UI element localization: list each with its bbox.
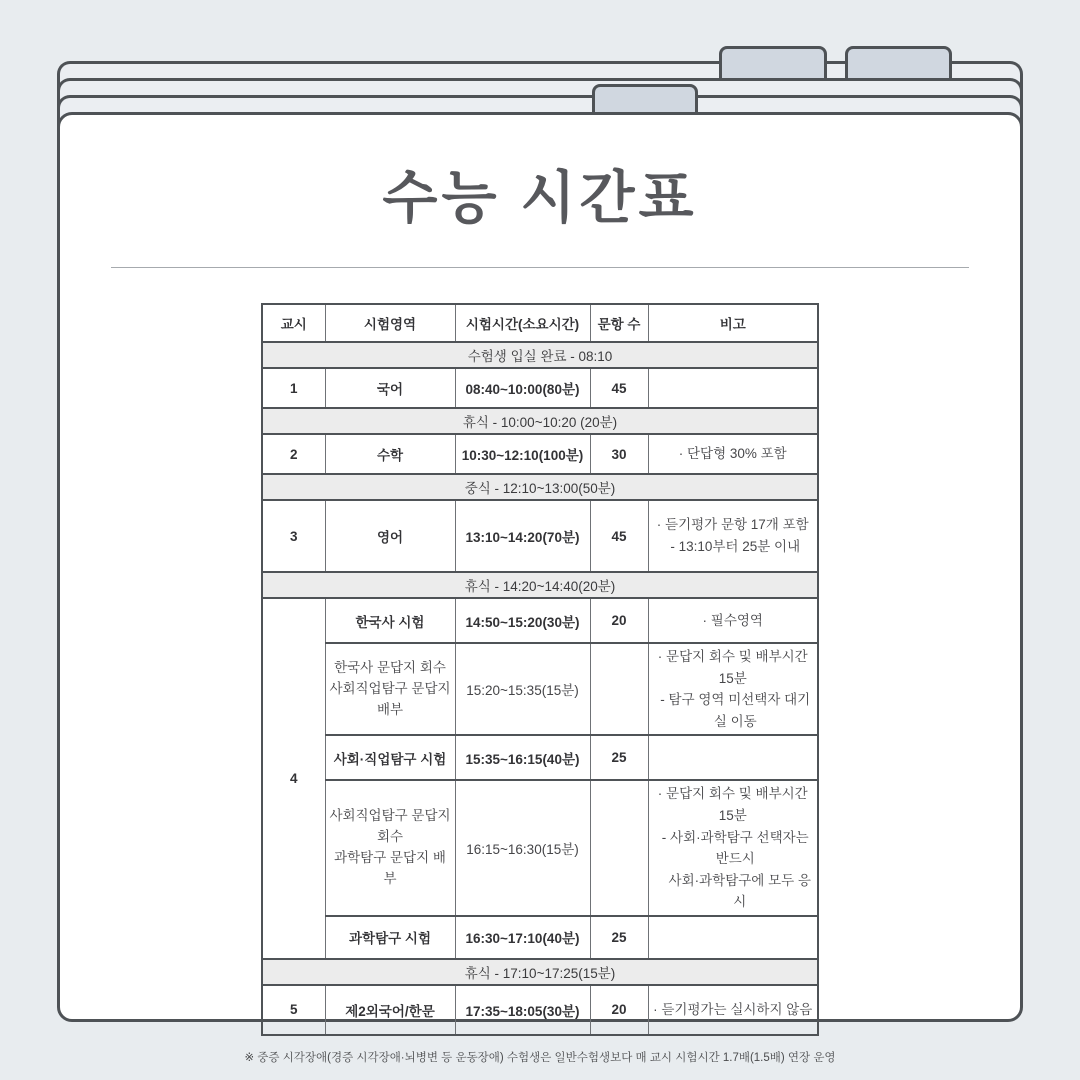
subject-cell	[325, 780, 455, 916]
col-header-time: 시험시간(소요시간)	[455, 304, 590, 342]
col-header-count: 문항 수	[590, 304, 648, 342]
note-line: 사회·과학탐구에 모두 응시	[668, 872, 811, 910]
time-cell: 13:10~14:20(70분)	[455, 500, 590, 572]
table-row-period-4-korean-history	[262, 598, 818, 643]
col-header-remark: 비고	[648, 304, 818, 342]
band-entry-row	[262, 342, 818, 368]
folder-tab-right-1	[719, 46, 827, 82]
count-cell: 45	[590, 368, 648, 408]
note-cell: · 듣기평가는 실시하지 않음	[648, 985, 818, 1035]
subject-line: 사회직업탐구 문답지 배부	[329, 680, 451, 717]
period-cell: 1	[262, 368, 325, 408]
band-break2-row	[262, 572, 818, 598]
page-title: 수능 시간표	[382, 166, 698, 230]
col-header-subject: 시험영역	[325, 304, 455, 342]
note-line: - 13:10부터 25분 이내	[670, 539, 801, 554]
time-cell: 15:35~16:15(40분)	[455, 735, 590, 780]
period-cell: 4	[262, 598, 325, 959]
col-header-period: 교시	[262, 304, 325, 342]
note-cell: · 단답형 30% 포함	[648, 434, 818, 474]
note-line: - 탐구 영역 미선택자 대기실 이동	[660, 692, 811, 729]
exam-timetable	[261, 303, 819, 1036]
folder-tab-middle	[592, 84, 698, 115]
band-lunch-row	[262, 474, 818, 500]
subject-cell: 수학	[325, 434, 455, 474]
band-lunch: 중식 - 12:10~13:00(50분)	[262, 474, 818, 500]
subject-cell: 과학탐구 시험	[325, 916, 455, 959]
band-break2: 휴식 - 14:20~14:40(20분)	[262, 572, 818, 598]
note-cell	[648, 500, 818, 572]
note-cell	[648, 643, 818, 735]
period-cell: 2	[262, 434, 325, 474]
count-cell: 20	[590, 598, 648, 643]
count-cell	[590, 780, 648, 916]
subject-cell: 영어	[325, 500, 455, 572]
note-line: · 문답지 회수 및 배부시간 15분	[657, 786, 808, 823]
time-cell: 16:15~16:30(15분)	[455, 780, 590, 916]
band-break3: 휴식 - 17:10~17:25(15분)	[262, 959, 818, 985]
note-cell	[648, 368, 818, 408]
table-row-period-1	[262, 368, 818, 408]
table-row-period-4-science	[262, 916, 818, 959]
band-entry: 수험생 입실 완료 - 08:10	[262, 342, 818, 368]
timetable-card	[57, 112, 1023, 1064]
table-row-period-2	[262, 434, 818, 474]
note-cell	[648, 735, 818, 780]
subject-cell: 사회·직업탐구 시험	[325, 735, 455, 780]
note-line: · 문답지 회수 및 배부시간 15분	[657, 649, 808, 686]
note-cell: · 필수영역	[648, 598, 818, 643]
note-line: - 사회·과학탐구 선택자는 반드시	[661, 829, 809, 867]
table-row-period-5	[262, 985, 818, 1035]
footnote: ※ 중증 시각장애(경증 시각장애·뇌병변 등 운동장애) 수험생은 일반수험생보다 매 교시 시험시간 1.7배(1.5배) 연장 운영	[244, 1051, 836, 1064]
count-cell: 25	[590, 916, 648, 959]
time-cell: 15:20~15:35(15분)	[455, 643, 590, 735]
table-row-period-4-collect-distribute-2	[262, 780, 818, 916]
subject-cell: 국어	[325, 368, 455, 408]
title-divider	[111, 267, 969, 268]
subject-line: 사회직업탐구 문답지 회수	[329, 808, 451, 845]
time-cell: 08:40~10:00(80분)	[455, 368, 590, 408]
table-row-period-4-collect-distribute-1	[262, 643, 818, 735]
period-cell: 5	[262, 985, 325, 1035]
table-header-row	[262, 304, 818, 342]
subject-cell: 한국사 시험	[325, 598, 455, 643]
note-line: · 듣기평가 문항 17개 포함	[656, 517, 809, 533]
subject-cell	[325, 643, 455, 735]
folder-tab-right-2	[845, 46, 952, 82]
subject-line: 과학탐구 문답지 배부	[334, 850, 446, 887]
count-cell: 30	[590, 434, 648, 474]
count-cell: 45	[590, 500, 648, 572]
time-cell: 16:30~17:10(40분)	[455, 916, 590, 959]
count-cell: 25	[590, 735, 648, 780]
period-cell: 3	[262, 500, 325, 572]
table-row-period-4-social-vocational	[262, 735, 818, 780]
time-cell: 10:30~12:10(100분)	[455, 434, 590, 474]
table-row-period-3	[262, 500, 818, 572]
subject-cell: 제2외국어/한문	[325, 985, 455, 1035]
count-cell: 20	[590, 985, 648, 1035]
note-cell	[648, 780, 818, 916]
count-cell	[590, 643, 648, 735]
band-break1-row	[262, 408, 818, 434]
band-break3-row	[262, 959, 818, 985]
time-cell: 17:35~18:05(30분)	[455, 985, 590, 1035]
note-cell	[648, 916, 818, 959]
band-break1: 휴식 - 10:00~10:20 (20분)	[262, 408, 818, 434]
time-cell: 14:50~15:20(30분)	[455, 598, 590, 643]
subject-line: 한국사 문답지 회수	[334, 659, 446, 675]
